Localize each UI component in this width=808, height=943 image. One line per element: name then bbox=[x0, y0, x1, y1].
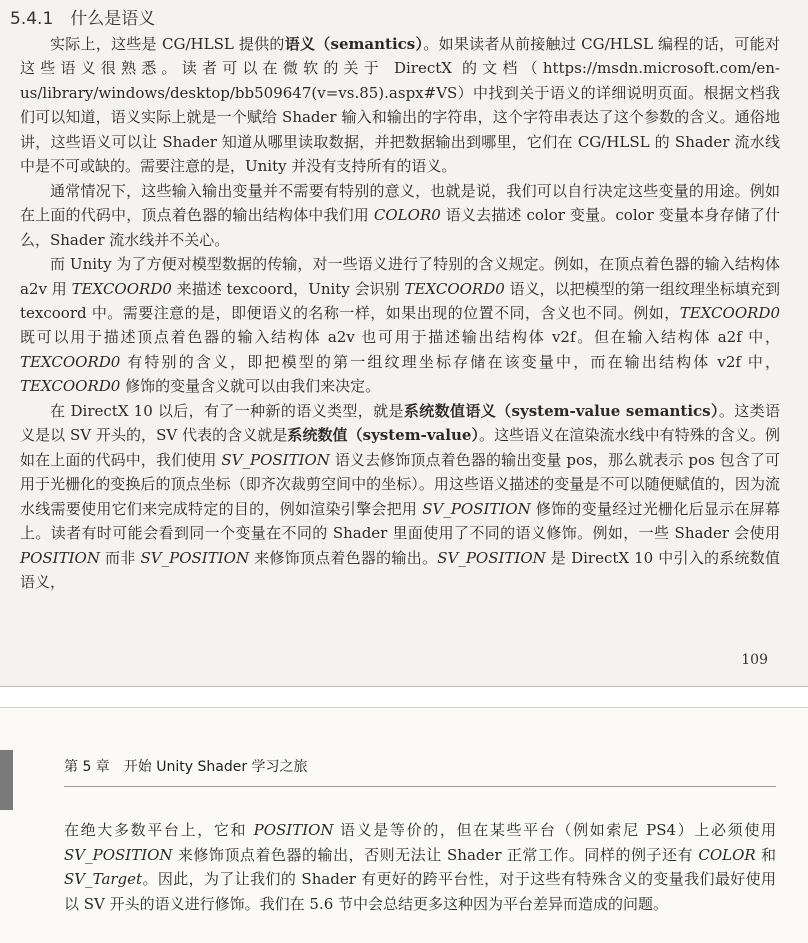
code-term: SV_POSITION bbox=[437, 548, 546, 567]
code-term: SV_POSITION bbox=[422, 499, 531, 518]
code-term: COLOR0 bbox=[373, 206, 441, 225]
page-body bbox=[20, 32, 780, 594]
term-system-value: 系统数值（system-value） bbox=[287, 426, 480, 445]
paragraph-custom-usage: 通常情况下，这些输入输出变量并不需要有特别的意义，也就是说，我们可以自行决定这些变量的用途。例如在上面的代码中，顶点着色器的输出结构体中我们用 COLOR0 语义去描述 color 变量。color 变量本身存储了什么，Shader 流水线并不关心。 bbox=[20, 181, 780, 249]
code-term: TEXCOORD0 bbox=[71, 279, 172, 298]
code-term: TEXCOORD0 bbox=[20, 377, 121, 396]
chapter-thumb-tab bbox=[0, 750, 13, 810]
code-term: SV_POSITION bbox=[64, 845, 173, 864]
code-term: SV_POSITION bbox=[221, 450, 330, 469]
code-term: POSITION bbox=[20, 548, 100, 567]
page-body bbox=[64, 818, 776, 916]
code-term: SV_POSITION bbox=[140, 548, 250, 567]
book-page-110 bbox=[0, 708, 808, 943]
page-separator bbox=[0, 686, 808, 708]
code-term: COLOR bbox=[698, 845, 756, 864]
paragraph-platform-differences: 在绝大多数平台上，它和 POSITION 语义是等价的，但在某些平台（例如索尼 PS4）上必须使用 SV_POSITION 来修饰顶点着色器的输出，否则无法让 Shader 正常工作。同样的例子还有 COLOR 和 SV_Target。因此，为了让我们的 Shader 有更好的跨平台性，对于这些有特殊含义的变量我们最好使用以 SV 开头的语义进行修饰。我们在 5.6 节中会总结更多这种因为平台差异而造成的问题。 bbox=[64, 821, 776, 913]
term-system-value-semantics: 系统数值语义（system-value semantics） bbox=[403, 401, 719, 420]
code-term: TEXCOORD0 bbox=[404, 279, 505, 298]
code-term: SV_Target bbox=[64, 870, 143, 888]
paragraph-system-value: 在 DirectX 10 以后，有了一种新的语义类型，就是系统数值语义（system-value semantics）。这类语义是以 SV 开头的，SV 代表的含义就是系统数值（system-value）。这些语义在渲染流水线中有特殊的含义。例如在上面的代码中，我们使用 SV_POSITION 语义去修饰顶点着色器的输出变量 pos，那么就表示 pos 包含了可用于光栅化的变换后的顶点坐标（即齐次裁剪空间中的坐标）。用这些语义描述的变量是不可以随便赋值的，因为流水线需要使用它们来完成特定的目的，例如渲染引擎会把用 SV_POSITION 修饰的变量经过光栅化后显示在屏幕上。读者有时可能会看到同一个变量在不同的 Shader 里面使用了不同的语义修饰。例如，一些 Shader 会使用 POSITION 而非 SV_POSITION 来修饰顶点着色器的输出。SV_POSITION 是 DirectX 10 中引入的系统数值语义， bbox=[20, 401, 781, 591]
term-semantics: 语义（semantics） bbox=[284, 35, 424, 53]
code-term: TEXCOORD0 bbox=[679, 303, 780, 322]
code-term: POSITION bbox=[253, 821, 334, 839]
paragraph-semantics-intro: 实际上，这些是 CG/HLSL 提供的语义（semantics）。如果读者从前接触过 CG/HLSL 编程的话，可能对这些语义很熟悉。读者可以在微软的关于 DirectX 的文档（https://msdn.microsoft.com/en-us/library/windows/desktop/bb509647(v=vs.85).aspx#VS）中找到关于语义的详细说明页面。根据文档我们可以知道，语义实际上就是一个赋给 Shader 输入和输出的字符串，这个字符串表达了这个参数的含义。通俗地讲，这些语义可以让 Shader 知道从哪里读取数据，并把数据输出到哪里，它们在 CG/HLSL 的 Shader 流水线中是不可或缺的。需要注意的是，Unity 并没有支持所有的语义。 bbox=[20, 35, 780, 176]
section-title: 5.4.1 什么是语义 bbox=[10, 9, 156, 29]
paragraph-unity-semantics: 而 Unity 为了方便对模型数据的传输，对一些语义进行了特别的含义规定。例如，在顶点着色器的输入结构体 a2v 用 TEXCOORD0 来描述 texcoord，Unity 会识别 TEXCOORD0 语义，以把模型的第一组纹理坐标填充到 texcoord 中。需要注意的是，即便语义的名称一样，如果出现的位置不同，含义也不同。例如，TEXCOORD0 既可以用于描述顶点着色器的输入结构体 a2v 也可用于描述输出结构体 v2f。但在输入结构体 a2f 中，TEXCOORD0 有特别的含义，即把模型的第一组纹理坐标存储在该变量中，而在输出结构体 v2f 中，TEXCOORD0 修饰的变量含义就可以由我们来决定。 bbox=[20, 255, 780, 396]
code-term: TEXCOORD0 bbox=[20, 352, 121, 371]
page-number: 109 bbox=[741, 652, 768, 668]
chapter-header: 第 5 章 开始 Unity Shader 学习之旅 bbox=[64, 756, 776, 787]
